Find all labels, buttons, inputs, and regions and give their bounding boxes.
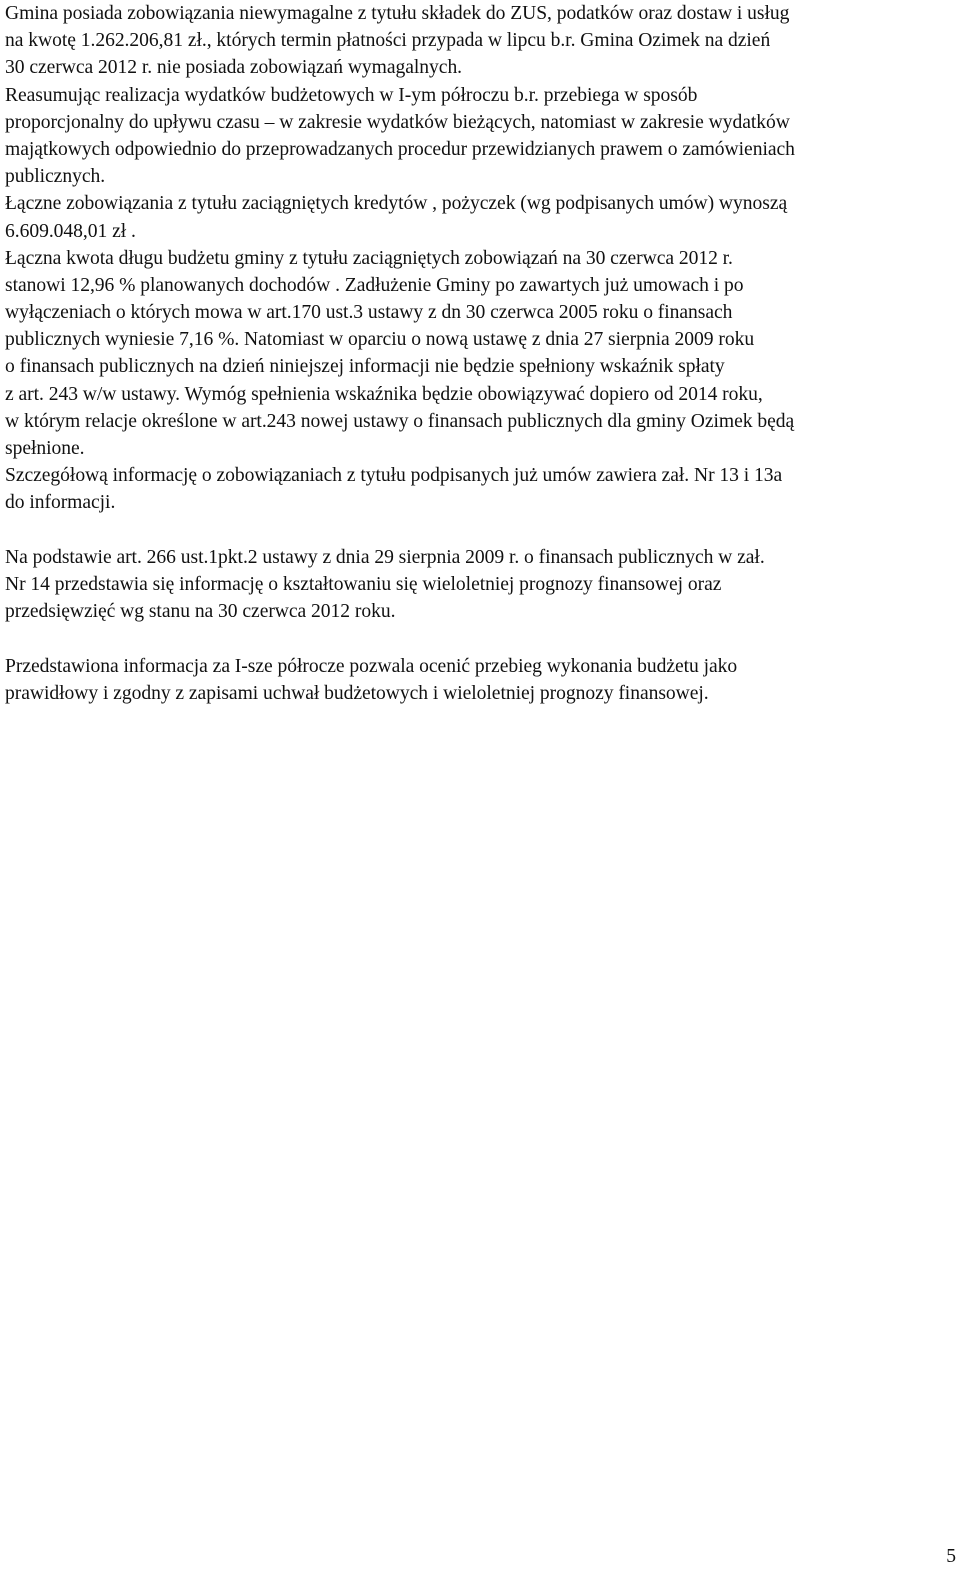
document-body	[5, 0, 950, 707]
text-line: publicznych.	[5, 166, 106, 188]
text-line: Łączna kwota długu budżetu gminy z tytułu zaciągniętych zobowiązań na 30 czerwca 2012 r.	[5, 247, 733, 269]
text-line: Gmina posiada zobowiązania niewymagalne z tytułu składek do ZUS, podatków oraz dostaw i usług	[5, 3, 790, 24]
blank-line	[5, 517, 950, 544]
text-line: do informacji.	[5, 492, 116, 514]
text-line: 30 czerwca 2012 r. nie posiada zobowiązań wymagalnych.	[5, 57, 463, 79]
text-line: w którym relacje określone w art.243 nowej ustawy o finansach publicznych dla gminy Ozimek będą	[5, 410, 795, 432]
blank-line	[5, 625, 950, 652]
text-line: Reasumując realizacja wydatków budżetowych w I-ym półroczu b.r. przebiega w sposób	[5, 84, 698, 106]
text-line: Łączne zobowiązania z tytułu zaciągniętych kredytów , pożyczek (wg podpisanych umów) wynoszą	[5, 193, 788, 215]
text-line: majątkowych odpowiednio do przeprowadzanych procedur przewidzianych prawem o zamówieniach	[5, 138, 795, 160]
text-line: Szczegółową informację o zobowiązaniach z tytułu podpisanych już umów zawiera zał. Nr 13 i 13a	[5, 465, 783, 487]
text-line: Na podstawie art. 266 ust.1pkt.2 ustawy z dnia 29 sierpnia 2009 r. o finansach publicznych w zał.	[5, 546, 765, 568]
text-line: z art. 243 w/w ustawy. Wymóg spełnienia wskaźnika będzie obowiązywać dopiero od 2014 roku,	[5, 383, 763, 405]
text-line: Przedstawiona informacja za I-sze półrocze pozwala ocenić przebieg wykonania budżetu jako	[5, 655, 738, 677]
text-line: na kwotę 1.262.206,81 zł., których termin płatności przypada w lipcu b.r. Gmina Ozimek na dzień	[5, 30, 771, 52]
text-line: spełnione.	[5, 438, 85, 459]
text-line: stanowi 12,96 % planowanych dochodów . Zadłużenie Gminy po zawartych już umowach i po	[5, 274, 744, 296]
text-line: publicznych wyniesie 7,16 %. Natomiast w oparciu o nową ustawę z dnia 27 sierpnia 2009 roku	[5, 329, 755, 351]
text-line: przedsięwzięć wg stanu na 30 czerwca 2012 roku.	[5, 601, 396, 623]
page-number: 5	[946, 1546, 956, 1567]
text-line: o finansach publicznych na dzień niniejszej informacji nie będzie spełniony wskaźnik spłaty	[5, 356, 725, 378]
text-line: wyłączeniach o których mowa w art.170 ust.3 ustawy z dn 30 czerwca 2005 roku o finansach	[5, 302, 733, 324]
text-line: proporcjonalny do upływu czasu – w zakresie wydatków bieżących, natomiast w zakresie wydatków	[5, 111, 790, 133]
text-line: 6.609.048,01 zł .	[5, 220, 136, 242]
text-line: Nr 14 przedstawia się informację o kształtowaniu się wieloletniej prognozy finansowej oraz	[5, 573, 722, 595]
text-line: prawidłowy i zgodny z zapisami uchwał budżetowych i wieloletniej prognozy finansowej.	[5, 682, 709, 704]
